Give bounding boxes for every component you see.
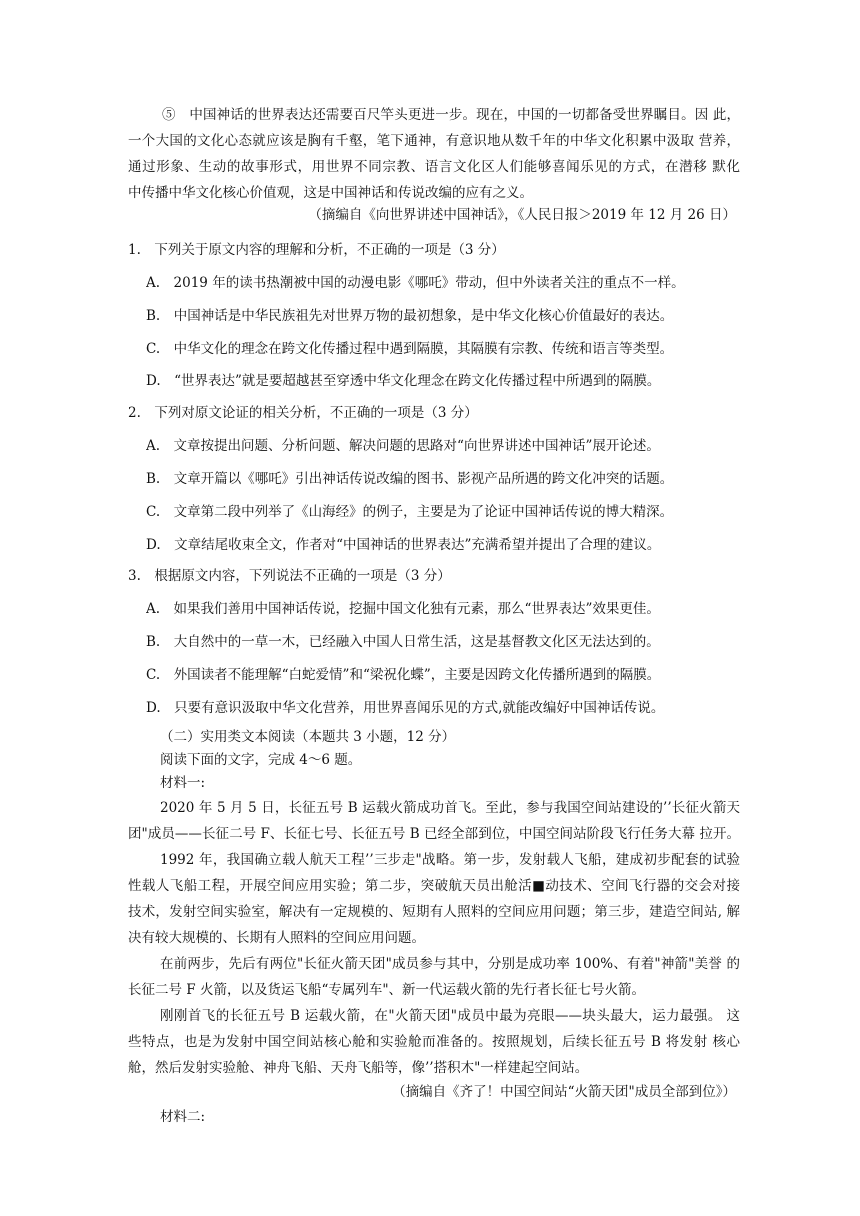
question-3-option-d: D. 只要有意识汲取中华文化营养，用世界喜闻乐见的方式,就能改编好中国神话传说。 — [146, 700, 665, 716]
material-1-p4-line2: 些特点，也是为发射中国空间站核心舱和实验舱而准备的。按照规划，后续长征五号 B 将发射 核心 — [128, 1034, 740, 1050]
question-3-option-c: C. 外国读者不能理解“白蛇爱情”和“梁祝化蝶”，主要是因跨文化传播所遇到的隔膜。 — [146, 667, 661, 683]
section-2-instruction: 阅读下面的文字，完成 4～6 题。 — [160, 752, 362, 768]
material-1-p2-line2: 性载人飞船工程，开展空间应用实验；第二步，突破航天员出舱活■动技术、空间飞行器的交会对接 — [128, 878, 740, 894]
material-1-p4-line1: 刚刚首飞的长征五号 B 运载火箭，在"火箭天团"成员中最为亮眼——块头最大，运力最强。 这 — [160, 1008, 740, 1024]
material-1-label: 材料一: — [160, 775, 206, 791]
question-2-option-b: B. 文章开篇以《哪吒》引出神话传说改编的图书、影视产品所遇的跨文化冲突的话题。 — [146, 471, 674, 487]
material-1-source: （摘编自《齐了！中国空间站“火箭天团"成员全部到位》） — [392, 1084, 736, 1100]
material-1-p1-line2: 团"成员——长征二号 F、长征七号、长征五号 B 已经全部到位，中国空间站阶段飞行任务大幕 拉开。 — [128, 826, 740, 842]
material-1-p2-line3: 技术，发射空间实验室，解决有一定规模的、短期有人照料的空间应用问题；第三步，建造空间站, 解 — [128, 904, 740, 920]
material-1-p2-line1: 1992 年，我国确立载人航天工程’’三步走"战略。第一步，发射载人飞船，建成初步配套的试验 — [160, 852, 740, 868]
material-1-p3-line1: 在前两步，先后有两位"长征火箭天团"成员参与其中，分别是成功率 100%、有着"神箭"美誉 的 — [160, 956, 740, 972]
question-3-option-b: B. 大自然中的一草一木，已经融入中国人日常生活，这是基督教文化区无法达到的。 — [146, 634, 660, 650]
passage-source: （摘编自《向世界讲述中国神话》，《人民日报＞2019 年 12 月 26 日） — [308, 207, 736, 223]
material-2-label: 材料二: — [160, 1109, 206, 1125]
question-1-option-c: C. 中华文化的理念在跨文化传播过程中遇到隔膜，其隔膜有宗教、传统和语言等类型。 — [146, 341, 674, 357]
passage-p5-line3: 通过形象、生动的故事形式，用世界不同宗教、语言文化区人们能够喜闻乐见的方式，在潜移 默化 — [128, 159, 740, 175]
material-1-p1-line1: 2020 年 5 月 5 日，长征五号 B 运载火箭成功首飞。至此，参与我国空间站建设的’’长征火箭天 — [160, 800, 740, 816]
question-3-stem: 3. 根据原文内容，下列说法不正确的一项是（3 分） — [128, 568, 451, 584]
material-1-p4-line3: 舱，然后发射实验舱、神舟飞船、天舟飞船等，像’’搭积木"一样建起空间站。 — [128, 1060, 589, 1076]
material-1-p2-line4: 决有较大规模的、长期有人照料的空间应用问题。 — [128, 930, 425, 946]
passage-p5-line2: 一个大国的文化心态就应该是胸有千壑，笔下通神，有意识地从数千年的中华文化积累中汲取 营养， — [128, 133, 740, 149]
question-2-option-d: D. 文章结尾收束全文，作者对“中国神话的世界表达”充满希望并提出了合理的建议。 — [146, 537, 661, 553]
question-3-option-a: A. 如果我们善用中国神话传说，挖掘中国文化独有元素，那么“世界表达”效果更佳。 — [146, 601, 660, 617]
question-1-option-a: A. 2019 年的读书热潮被中国的动漫电影《哪吒》带动，但中外读者关注的重点不一样。 — [146, 275, 685, 291]
section-2-heading: （二）实用类文本阅读（本题共 3 小题，12 分） — [160, 729, 456, 745]
question-1-option-b: B. 中国神话是中华民族祖先对世界万物的最初想象，是中华文化核心价值最好的表达。 — [146, 308, 674, 324]
material-1-p3-line2: 长征二号 F 火箭，以及货运飞船“专属列车"、新一代运载火箭的先行者长征七号火箭。 — [128, 982, 646, 998]
question-2-stem: 2. 下列对原文论证的相关分析，不正确的一项是（3 分） — [128, 405, 478, 421]
question-2-option-c: C. 文章第二段中列举了《山海经》的例子，主要是为了论证中国神话传说的博大精深。 — [146, 504, 674, 520]
question-1-option-d: D. “世界表达”就是要超越甚至穿透中华文化理念在跨文化传播过程中所遇到的隔膜。 — [146, 373, 661, 389]
passage-p5-line4: 中传播中华文化核心价值观，这是中国神话和传说改编的应有之义。 — [128, 185, 533, 201]
question-1-stem: 1. 下列关于原文内容的理解和分析，不正确的一项是（3 分） — [128, 242, 505, 258]
question-2-option-a: A. 文章按提出问题、分析问题、解决问题的思路对“向世界讲述中国神话”展开论述。 — [146, 438, 660, 454]
passage-p5-line1: ⑤ 中国神话的世界表达还需要百尺竿头更进一步。现在，中国的一切都备受世界瞩目。因 此， — [162, 107, 740, 123]
